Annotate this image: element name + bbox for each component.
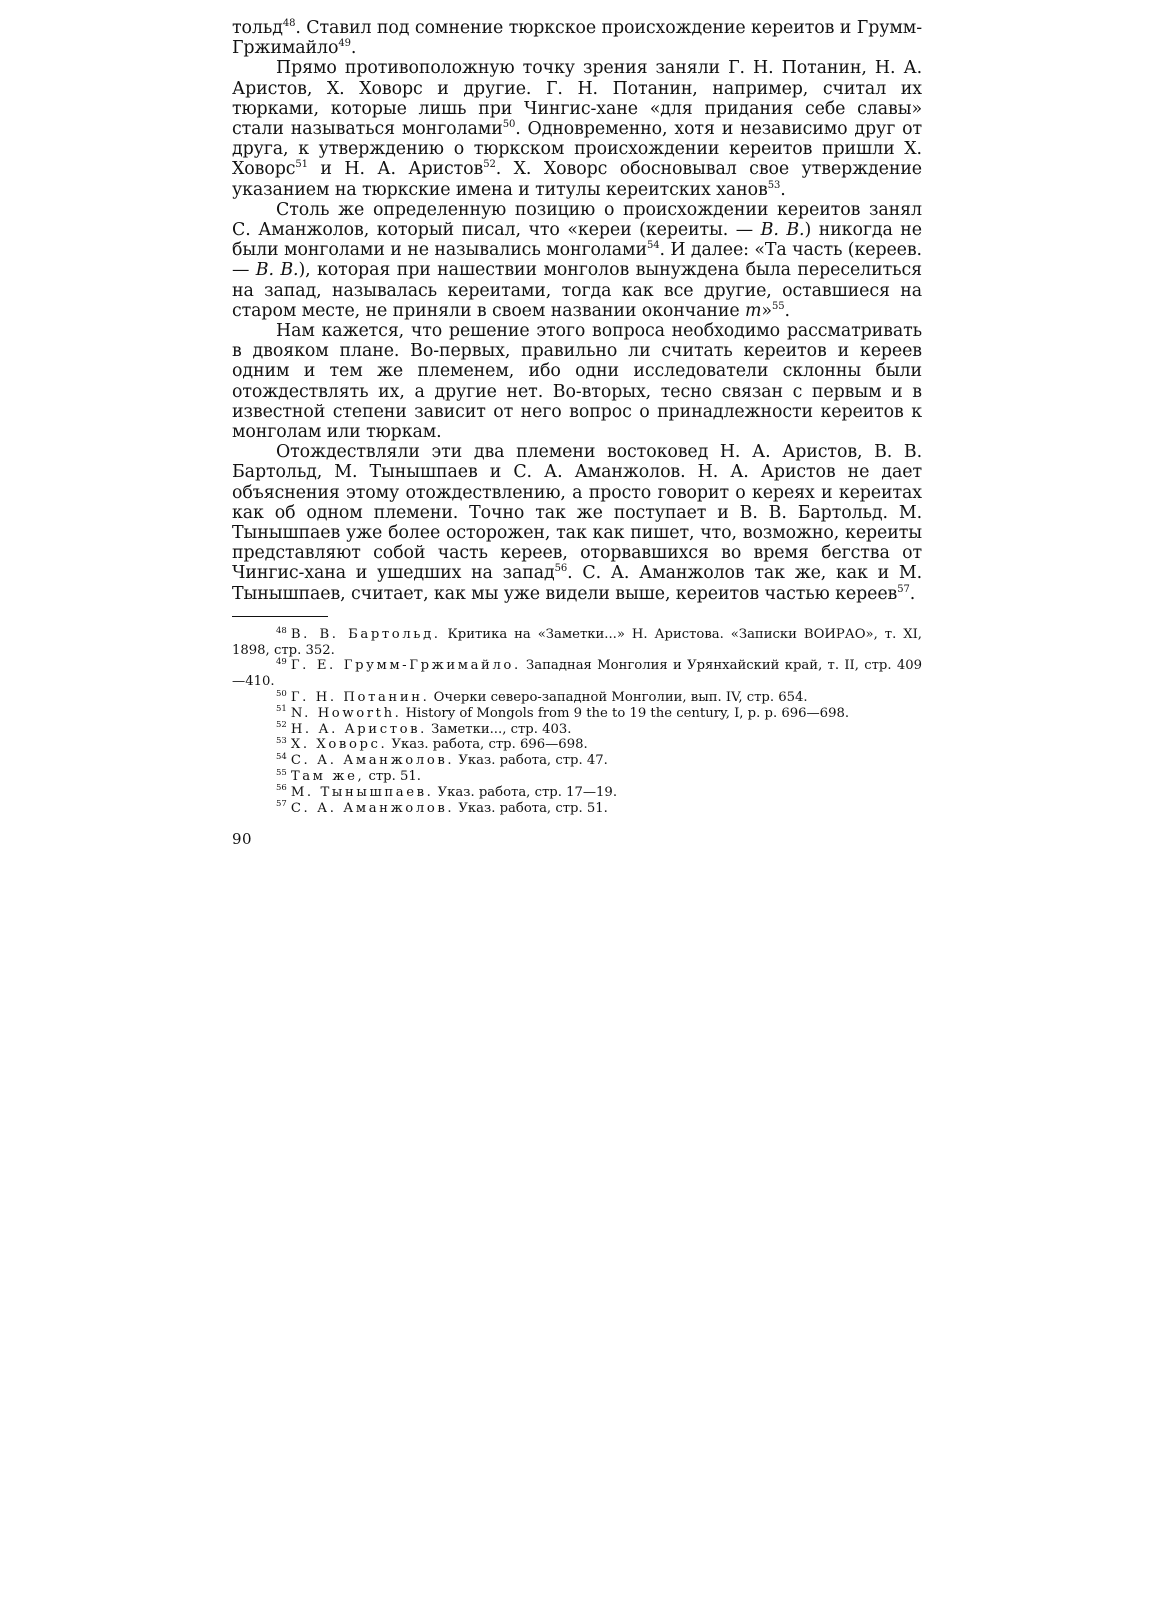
footnote [232, 785, 922, 801]
text-run: Указ. работа, стр. 696—698. [387, 737, 588, 753]
footnote [232, 753, 922, 769]
paragraph [232, 200, 922, 321]
text-run: » [761, 300, 772, 321]
author-name: Н. А. Аристов. [290, 721, 427, 737]
footnote [232, 658, 922, 690]
text-run: Указ. работа, стр. 47. [454, 753, 608, 769]
text-run: Отождествляли эти два племени востоковед Н. А. Аристов, В. В. Бартольд, М. Тынышпаев и С. А. Аманжолов. Н. А. Аристов не дает объяснения этому отождествлению, а просто говорит о кереях и кереитах как об одном племени. Точно так же поступает и В. В. Бартольд. М. Тынышпаев уже более осторожен, так как пишет, что, возможно, кереиты представляют собой часть кереев, оторвавшихся во время бегства от Чингис-хана и ушедших на запад [232, 442, 922, 584]
footnote-ref: 48 [282, 18, 296, 30]
footnote [232, 769, 922, 785]
footnote-number: 55 [276, 767, 287, 778]
footnote [232, 737, 922, 753]
italic-text: В. В. [760, 220, 805, 241]
footnote-ref: 54 [646, 240, 660, 252]
footnote-number: 53 [276, 736, 287, 747]
footnote [232, 722, 922, 738]
text-run: . [909, 583, 916, 604]
author-name: С. А. Аманжолов. [290, 800, 455, 816]
footnote-ref: 56 [554, 563, 568, 575]
footnote-ref: 52 [483, 159, 496, 171]
footnote-number: 51 [276, 704, 287, 715]
text-run: . [350, 38, 357, 59]
text-run: Указ. работа, стр. 51. [454, 800, 608, 816]
text-run: . Ставил под сомнение тюркское происхождение кереитов и Грумм-Гржимайло [232, 18, 922, 59]
text-run: и Н. А. Аристов [307, 159, 484, 180]
footnote [232, 706, 922, 722]
text-run: Столь же определенную позицию о происхождении кереитов занял С. Аманжолов, который писал, что «кереи (кереиты. — [232, 199, 922, 241]
footnote-separator [232, 616, 328, 617]
page-number: 90 [232, 830, 253, 849]
paragraph [232, 442, 922, 604]
text-run: стр. 51. [364, 769, 421, 785]
text-run: Прямо противоположную точку зрения заняли Г. Н. Потанин, Н. А. Аристов, X. Ховорс и другие. Г. Н. Потанин, например, считал их тюрками, которые лишь при Чингис-хане «для придания себе славы» стали называться монголами [232, 58, 922, 140]
book-page [232, 18, 922, 848]
footnote-number: 56 [276, 783, 287, 794]
author-name: Там же, [290, 769, 365, 785]
text-run: Западная Монголия и Урянхайский край, т. II, стр. 409—410. [232, 658, 922, 690]
footnote-number: 54 [276, 751, 287, 762]
text-run: . Одновременно, хотя и независимо друг от друга, к утверждению о тюркском происхождении кереитов пришли X. Ховорс [232, 119, 922, 180]
footnote-number: 57 [276, 799, 287, 810]
text-run: ) никогда не были монголами и не назывались монголами [232, 220, 922, 261]
text-run: . [784, 300, 790, 321]
paragraph [232, 18, 922, 58]
text-run: . X. Ховорс обосновывал свое утверждение указанием на тюркские имена и титулы кереитских ханов [232, 159, 922, 200]
text-run: Критика на «Заметки...» Н. Аристова. «Записки ВОИРАО», т. XI, 1898, стр. 352. [232, 626, 923, 658]
text-run: Указ. работа, стр. 17—19. [433, 784, 618, 800]
footnote [232, 690, 922, 706]
footnote-ref: 53 [767, 179, 781, 191]
author-name: М. Тынышпаев. [290, 784, 434, 800]
footnote-number: 52 [276, 720, 287, 731]
footnotes [232, 627, 922, 817]
italic-text: т [745, 300, 762, 321]
footnote [232, 801, 922, 817]
author-name: Г. Н. Потанин. [290, 690, 430, 706]
italic-text: В. В. [255, 260, 299, 281]
text-run: . С. А. Аманжолов так же, как и М. Тынышпаев, считает, как мы уже видели выше, кереитов частью кереев [232, 563, 922, 604]
text-run: тольд [232, 18, 283, 38]
text-run: Нам кажется, что решение этого вопроса необходимо рассматривать в двояком плане. Во-первых, правильно ли считать кереитов и кереев одним и тем же племенем, ибо одни исследователи склонны были отождествлять их, а другие нет. Во-вторых, тесно связан с первым и в известной степени зависит от него вопрос о принадлежности кереитов к монголам или тюркам. [232, 321, 922, 443]
paragraph [232, 321, 922, 442]
footnote-number: 48 [276, 625, 287, 636]
footnote-number: 49 [276, 657, 287, 668]
text-run: . [780, 179, 786, 200]
main-text [232, 18, 922, 604]
author-name: В. В. Бартольд. [290, 626, 441, 642]
footnote-ref: 51 [295, 159, 308, 171]
footnote-ref: 55 [771, 301, 785, 313]
text-run: Очерки северо-западной Монголии, вып. IV, стр. 654. [429, 690, 808, 706]
text-run: Заметки..., стр. 403. [426, 721, 572, 737]
footnote-ref: 50 [502, 119, 516, 131]
text-run: ), которая при нашествии монголов вынуждена была переселиться на запад, называлась кереитами, тогда как все другие, оставшиеся на старом месте, не приняли в своем названии окончание [232, 260, 922, 321]
author-name: Г. Е. Грумм-Гржимайло. [290, 658, 521, 674]
footnote-number: 50 [276, 688, 287, 699]
footnote-ref: 49 [338, 38, 351, 50]
author-name: X. Ховорс. [290, 737, 388, 753]
footnote [232, 627, 922, 659]
author-name: N. Howorth. [290, 705, 402, 721]
paragraph [232, 58, 922, 199]
text-run: History of Mongols from 9 the to 19 the century, I, p. p. 696—698. [401, 705, 850, 721]
footnote-ref: 57 [897, 583, 910, 595]
text-run: . И далее: «Та часть (кереев. — [232, 240, 922, 281]
author-name: С. А. Аманжолов. [290, 753, 455, 769]
